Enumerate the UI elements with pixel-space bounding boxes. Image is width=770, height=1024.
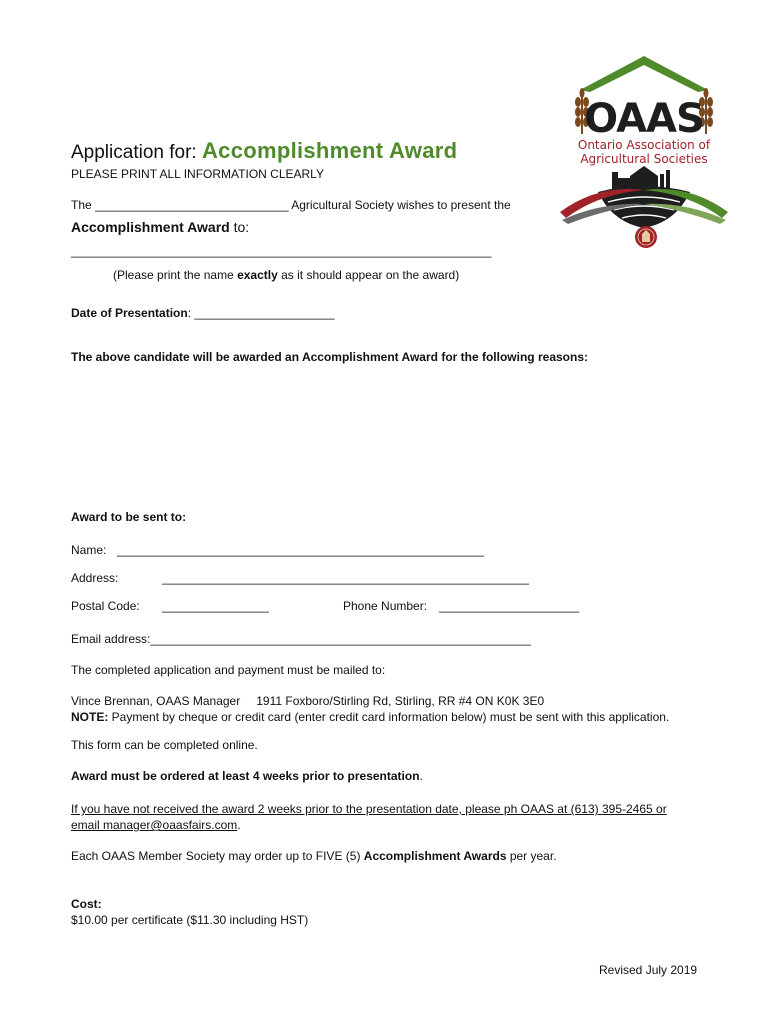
date-blank[interactable]: : _____________________ <box>187 306 335 320</box>
note-text: Payment by cheque or credit card (enter credit card information below) must be sent with this application. <box>108 710 670 724</box>
reasons-heading: The above candidate will be awarded an Accomplishment Award for the following reasons: <box>71 350 588 364</box>
seal-icon <box>635 226 657 248</box>
ship-name-label: Name: <box>71 543 107 557</box>
mail-instruction: The completed application and payment must be mailed to: <box>71 663 386 677</box>
ship-address-blank[interactable]: _______________________________________________________ <box>162 571 530 585</box>
order-limit <box>71 849 557 863</box>
mail-recipient <box>71 694 544 708</box>
oaas-logo <box>558 52 730 257</box>
name-note-post: as it should appear on the award) <box>277 268 460 282</box>
society-line: The _____________________________ Agricultural Society wishes to present the <box>71 198 511 212</box>
page-title <box>71 138 457 164</box>
name-note <box>113 268 459 282</box>
revised-date: Revised July 2019 <box>599 963 698 977</box>
ship-name-blank[interactable]: _______________________________________________________ <box>117 543 485 557</box>
award-line-bold: Accomplishment Award <box>71 219 230 235</box>
phone-blank[interactable]: _____________________ <box>439 599 580 613</box>
shipping-heading: Award to be sent to: <box>71 510 187 524</box>
email-field <box>71 632 531 646</box>
contact-email-link[interactable]: email manager@oaasfairs.com <box>71 818 238 832</box>
recipient-name-blank[interactable]: _______________________________________________________________ <box>71 244 492 258</box>
date-label: Date of Presentation <box>71 306 188 320</box>
email-blank[interactable]: _________________________________________________________ <box>150 632 531 646</box>
logo-roof-green <box>580 56 708 92</box>
cost-price: $10.00 per certificate ($11.30 including HST) <box>71 913 309 927</box>
title-award: Accomplishment Award <box>201 138 458 163</box>
name-note-pre: (Please print the name <box>113 268 238 282</box>
cost-heading: Cost: <box>71 897 102 911</box>
award-line <box>71 219 249 235</box>
order-notice-text: Award must be ordered at least 4 weeks prior to presentation <box>71 769 420 783</box>
date-of-presentation <box>71 306 335 320</box>
recipient-address: 1911 Foxboro/Stirling Rd, Stirling, RR #4 ON K0K 3E0 <box>256 694 545 708</box>
reasons-area[interactable] <box>71 365 691 495</box>
limit-bold: Accomplishment Awards <box>363 849 507 863</box>
title-prefix: Application for: <box>71 142 202 163</box>
name-note-bold: exactly <box>237 268 278 282</box>
award-line-rest: to: <box>229 219 250 235</box>
postal-code-blank[interactable]: ________________ <box>162 599 269 613</box>
payment-note <box>71 710 669 724</box>
contact-period: . <box>237 818 241 832</box>
contact-line-2 <box>71 818 241 832</box>
recipient-name: Vince Brennan, OAAS Manager <box>71 694 241 708</box>
contact-line-1: If you have not received the award 2 weeks prior to the presentation date, please ph OAAS at (613) 395-2465 or <box>71 802 667 816</box>
print-instruction: PLEASE PRINT ALL INFORMATION CLEARLY <box>71 167 324 181</box>
phone-label: Phone Number: <box>343 599 428 613</box>
logo-org-line1: Ontario Association of <box>577 138 711 152</box>
logo-letters: OAAS <box>584 96 704 142</box>
limit-pre: Each OAAS Member Society may order up to FIVE (5) <box>71 849 364 863</box>
note-label: NOTE: <box>71 710 109 724</box>
order-notice <box>71 769 423 783</box>
ship-address-label: Address: <box>71 571 119 585</box>
email-label: Email address: <box>71 632 151 646</box>
order-period: . <box>419 769 423 783</box>
logo-org-line2: Agricultural Societies <box>580 152 708 166</box>
postal-code-label: Postal Code: <box>71 599 140 613</box>
limit-post: per year. <box>506 849 557 863</box>
online-note: This form can be completed online. <box>71 738 258 752</box>
